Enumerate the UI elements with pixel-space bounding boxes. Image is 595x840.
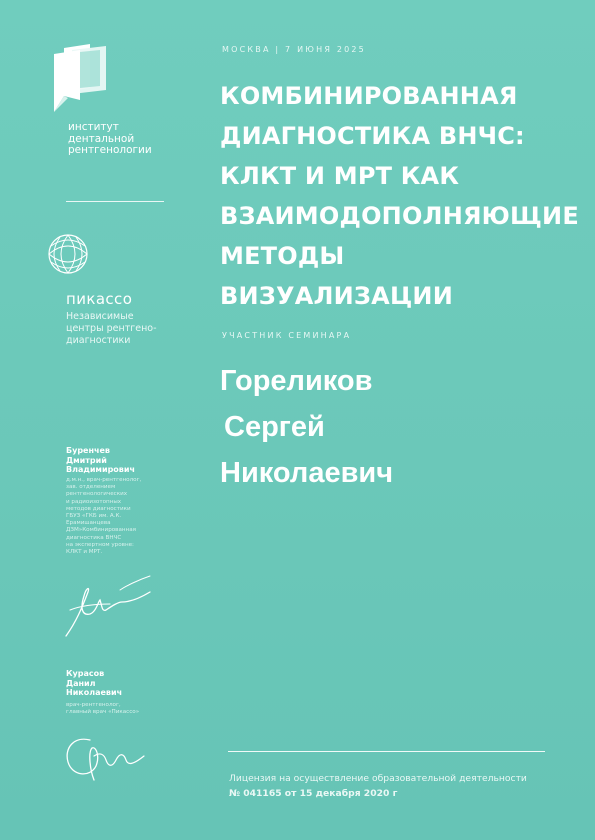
signatory-desc-line: КЛКТ и МРТ.	[66, 549, 103, 556]
license-info	[229, 771, 527, 801]
participant-name	[220, 358, 393, 496]
participant-name-line: Николаевич	[220, 457, 394, 489]
event-date-line	[222, 45, 366, 54]
license-number: № 041165 от 15 декабря 2020 г	[229, 788, 398, 799]
signatory-desc-line: методов диагностики	[66, 505, 131, 512]
signatory-desc-line: врач-рентгенолог,	[66, 702, 121, 708]
signatory-2-name	[66, 669, 122, 698]
title-line: ВЗАИМОДОПОЛНЯЮЩИЕ	[220, 202, 579, 230]
date-separator: |	[275, 45, 281, 54]
picasso-subtitle-line: диагностики	[66, 335, 131, 346]
signatory-desc-line: на экспертном уровне:	[66, 541, 134, 548]
signatory-name-line: Дмитрий	[66, 455, 107, 465]
institute-line: дентальной	[68, 132, 135, 145]
participant-name-line: Сергей	[224, 411, 325, 443]
signatory-desc-line: рентгенологических	[66, 491, 128, 498]
signatory-1-name	[66, 446, 135, 475]
signatory-name-line: Николаевич	[66, 688, 123, 697]
license-text: Лицензия на осуществление образовательной деятельности	[229, 773, 527, 784]
event-city: МОСКВА	[222, 45, 271, 54]
picasso-subtitle	[66, 311, 157, 347]
title-line: КЛКТ И МРТ КАК	[220, 162, 460, 190]
signatory-name-line: Курасов	[66, 669, 105, 678]
signatory-desc-line: и радиоизотопных	[66, 498, 122, 505]
signatory-desc-line: Ерамишанцева	[66, 520, 111, 527]
signatory-desc-line: ДЗМ»Комбинированная	[66, 527, 137, 534]
signatory-desc-line: диагностика ВНЧС	[66, 534, 122, 541]
picasso-name: пикассо	[66, 290, 133, 308]
signature-1	[60, 572, 155, 642]
title-line: КОМБИНИРОВАННАЯ	[220, 82, 518, 110]
participant-label: УЧАСТНИК СЕМИНАРА	[222, 331, 352, 340]
signatory-name-line: Данил	[66, 678, 96, 688]
left-divider	[66, 201, 164, 202]
signature-2	[60, 726, 150, 786]
signatory-name-line: Владимирович	[66, 465, 135, 474]
signatory-2-description	[66, 702, 176, 716]
institute-name	[68, 122, 152, 157]
institute-line: институт	[68, 121, 119, 133]
signatory-desc-line: ГБУЗ «ГКБ им. А.К.	[66, 513, 122, 520]
title-line: МЕТОДЫ ВИЗУАЛИЗАЦИИ	[220, 242, 453, 310]
event-date: 7 ИЮНЯ 2025	[285, 45, 366, 54]
footer-divider	[228, 751, 545, 752]
picasso-subtitle-line: Независимые	[66, 311, 134, 322]
signatory-name-line: Буренчев	[66, 446, 110, 455]
participant-name-line: Гореликов	[220, 365, 373, 397]
institute-line: рентгенологии	[68, 144, 152, 156]
picasso-subtitle-line: центры рентгено-	[66, 323, 157, 334]
signatory-desc-line: главный врач «Пикассо»	[66, 709, 140, 716]
signatory-1-description	[66, 477, 166, 556]
signatory-desc-line: зав. отделением	[66, 484, 116, 491]
seminar-title	[220, 76, 579, 316]
picasso-globe-icon	[46, 232, 90, 276]
title-line: ДИАГНОСТИКА ВНЧС:	[220, 122, 525, 150]
institute-logo-icon	[50, 40, 112, 116]
signatory-desc-line: д.м.н., врач-рентгенолог,	[66, 477, 142, 483]
